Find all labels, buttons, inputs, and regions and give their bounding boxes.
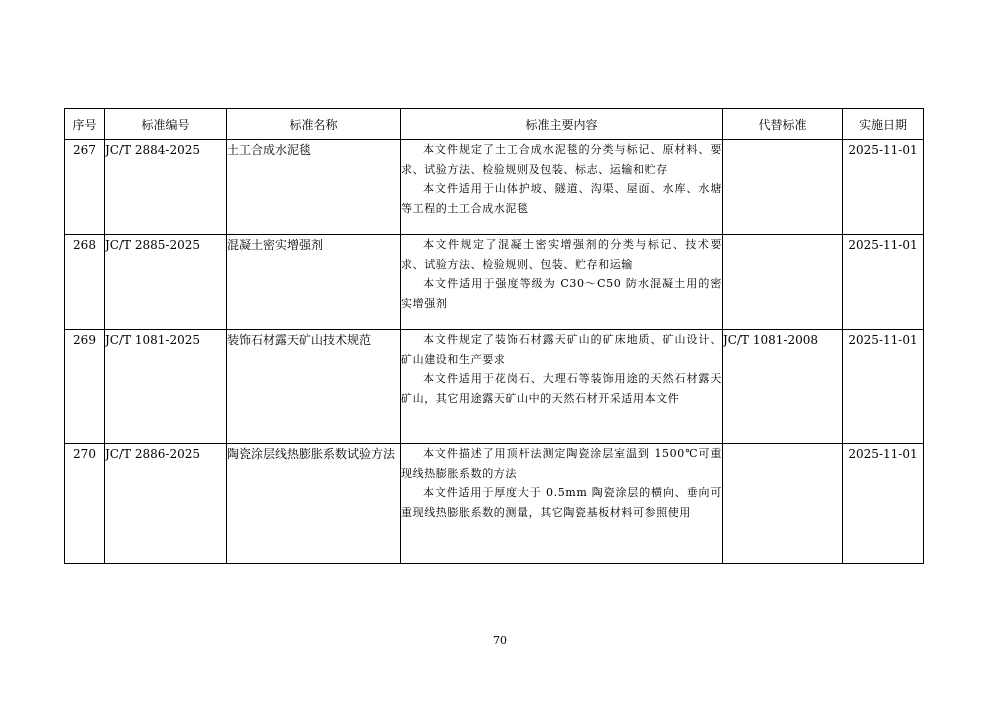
- header-seq: 序号: [65, 109, 105, 140]
- row-replaces: [723, 444, 843, 564]
- row-content: [401, 330, 723, 444]
- row-content: [401, 140, 723, 235]
- row-name: 土工合成水泥毯: [227, 140, 401, 235]
- row-date: 2025-11-01: [843, 140, 924, 235]
- table-row: [65, 235, 924, 330]
- row-replaces: JC/T 1081-2008: [723, 330, 843, 444]
- row-code: JC/T 1081-2025: [105, 330, 227, 444]
- content-paragraph: 本文件规定了装饰石材露天矿山的矿床地质、矿山设计、矿山建设和生产要求: [401, 333, 722, 366]
- table-row: [65, 330, 924, 444]
- standards-table: [64, 108, 924, 564]
- row-date: 2025-11-01: [843, 235, 924, 330]
- row-date: 2025-11-01: [843, 444, 924, 564]
- table-row: [65, 444, 924, 564]
- table-header-row: [65, 109, 924, 140]
- content-paragraph: 本文件描述了用顶杆法测定陶瓷涂层室温到 1500℃可重现线热膨胀系数的方法: [401, 447, 722, 480]
- header-name: 标准名称: [227, 109, 401, 140]
- row-seq: 267: [65, 140, 105, 235]
- content-paragraph: 本文件适用于花岗石、大理石等装饰用途的天然石材露天矿山，其它用途露天矿山中的天然石材开采适用本文件: [401, 372, 722, 405]
- row-name: 陶瓷涂层线热膨胀系数试验方法: [227, 444, 401, 564]
- row-name: 装饰石材露天矿山技术规范: [227, 330, 401, 444]
- header-replaces: 代替标准: [723, 109, 843, 140]
- content-paragraph: 本文件适用于强度等级为 C30～C50 防水混凝土用的密实增强剂: [401, 277, 722, 310]
- content-paragraph: 本文件适用于山体护坡、隧道、沟渠、屋面、水库、水塘等工程的土工合成水泥毯: [401, 182, 722, 215]
- row-code: JC/T 2884-2025: [105, 140, 227, 235]
- row-date: 2025-11-01: [843, 330, 924, 444]
- row-name: 混凝土密实增强剂: [227, 235, 401, 330]
- row-content: [401, 444, 723, 564]
- header-content: 标准主要内容: [401, 109, 723, 140]
- row-seq: 270: [65, 444, 105, 564]
- row-content: [401, 235, 723, 330]
- content-paragraph: 本文件适用于厚度大于 0.5mm 陶瓷涂层的横向、垂向可重现线热膨胀系数的测量，其它陶瓷基板材料可参照使用: [401, 486, 722, 519]
- row-replaces: [723, 140, 843, 235]
- row-code: JC/T 2885-2025: [105, 235, 227, 330]
- header-code: 标准编号: [105, 109, 227, 140]
- table-row: [65, 140, 924, 235]
- row-replaces: [723, 235, 843, 330]
- header-date: 实施日期: [843, 109, 924, 140]
- page-number: 70: [493, 634, 507, 647]
- row-seq: 269: [65, 330, 105, 444]
- row-seq: 268: [65, 235, 105, 330]
- content-paragraph: 本文件规定了土工合成水泥毯的分类与标记、原材料、要求、试验方法、检验规则及包装、标志、运输和贮存: [401, 143, 722, 176]
- row-code: JC/T 2886-2025: [105, 444, 227, 564]
- content-paragraph: 本文件规定了混凝土密实增强剂的分类与标记、技术要求、试验方法、检验规则、包装、贮存和运输: [401, 238, 722, 271]
